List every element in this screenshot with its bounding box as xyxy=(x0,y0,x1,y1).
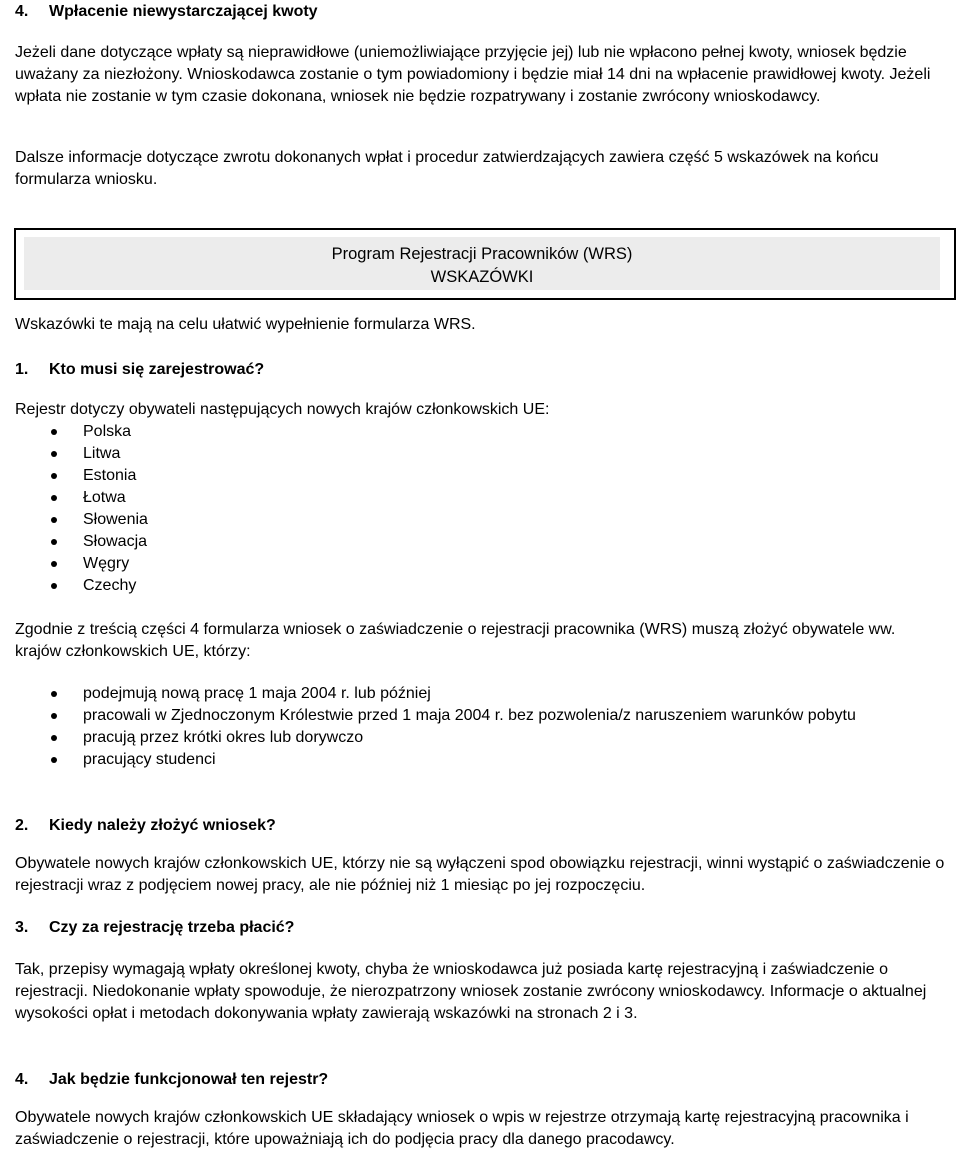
bullet-icon xyxy=(51,473,57,479)
list-item: Słowenia xyxy=(15,509,945,531)
paragraph: Tak, przepisy wymagają wpłaty określonej kwoty, chyba że wnioskodawca już posiada kartę rejestracyjną i zaświadczenie o rejestracji. Niedokonanie wpłaty spowoduje, że nierozpatrzony wniosek zostanie zwrócony wnioskodawcy. Informacje o aktualnej wysokości opłat i metodach dokonywania wpłaty zawierają wskazówki na stronach 2 i 3. xyxy=(15,961,927,1022)
guidance-banner xyxy=(14,228,956,300)
list-item: pracowali w Zjednoczonym Królestwie przed 1 maja 2004 r. bez pozwolenia/z naruszeniem warunków pobytu xyxy=(15,705,945,727)
bullet-icon xyxy=(51,539,57,545)
bullet-icon xyxy=(51,713,57,719)
section-heading: 4. Wpłacenie niewystarczającej kwoty xyxy=(15,3,318,20)
banner-title: Program Rejestracji Pracowników (WRS) xyxy=(331,245,633,263)
bullet-icon xyxy=(51,495,57,501)
conditions-list xyxy=(15,683,945,771)
list-item: Łotwa xyxy=(15,487,945,509)
question-heading: 1. Kto musi się zarejestrować? xyxy=(15,361,265,378)
intro-text: Wskazówki te mają na celu ułatwić wypełnienie formularza WRS. xyxy=(15,316,476,333)
list-item: Polska xyxy=(15,421,945,443)
paragraph: Jeżeli dane dotyczące wpłaty są nieprawidłowe (uniemożliwiające przyjęcie jej) lub nie wpłacono pełnej kwoty, wniosek będzie uważany za niezłożony. Wnioskodawca zostanie o tym powiadomiony i będzie miał 14 dni na wpłacenie prawidłowej kwoty. Jeżeli wpłata nie zostanie w tym czasie dokonana, wniosek nie będzie rozpatrywany i zostanie zwrócony wnioskodawcy. xyxy=(15,44,931,105)
list-item: pracują przez krótki okres lub dorywczo xyxy=(15,727,945,749)
banner-shaded-area xyxy=(24,237,940,290)
paragraph: Rejestr dotyczy obywateli następujących nowych krajów członkowskich UE: xyxy=(15,401,550,418)
list-item: Estonia xyxy=(15,465,945,487)
bullet-icon xyxy=(51,429,57,435)
bullet-icon xyxy=(51,583,57,589)
paragraph: Zgodnie z treścią części 4 formularza wniosek o zaświadczenie o rejestracji pracownika (WRS) muszą złożyć obywatele ww. krajów członkowskich UE, którzy: xyxy=(15,621,896,660)
bullet-icon xyxy=(51,691,57,697)
list-item: Litwa xyxy=(15,443,945,465)
banner-subtitle: WSKAZÓWKI xyxy=(430,268,534,286)
question-heading: 3. Czy za rejestrację trzeba płacić? xyxy=(15,919,295,936)
bullet-icon xyxy=(51,735,57,741)
bullet-icon xyxy=(51,757,57,763)
paragraph: Dalsze informacje dotyczące zwrotu dokonanych wpłat i procedur zatwierdzających zawiera część 5 wskazówek na końcu formularza wniosku. xyxy=(15,149,879,188)
question-heading: 2. Kiedy należy złożyć wniosek? xyxy=(15,817,276,834)
bullet-icon xyxy=(51,517,57,523)
paragraph: Obywatele nowych krajów członkowskich UE, którzy nie są wyłączeni spod obowiązku rejestracji, winni wystąpić o zaświadczenie o rejestracji wraz z podjęciem nowej pracy, ale nie później niż 1 miesiąc po jej rozpoczęciu. xyxy=(15,855,945,894)
list-item: pracujący studenci xyxy=(15,749,945,771)
country-list xyxy=(15,421,945,597)
bullet-icon xyxy=(51,561,57,567)
list-item: Czechy xyxy=(15,575,945,597)
bullet-icon xyxy=(51,451,57,457)
question-heading: 4. Jak będzie funkcjonował ten rejestr? xyxy=(15,1071,329,1088)
list-item: Węgry xyxy=(15,553,945,575)
paragraph: Obywatele nowych krajów członkowskich UE składający wniosek o wpis w rejestrze otrzymają kartę rejestracyjną pracownika i zaświadczenie o rejestracji, które upoważniają ich do podjęcia pracy dla danego pracodawcy. xyxy=(15,1109,909,1148)
list-item: podejmują nową pracę 1 maja 2004 r. lub później xyxy=(15,683,945,705)
list-item: Słowacja xyxy=(15,531,945,553)
